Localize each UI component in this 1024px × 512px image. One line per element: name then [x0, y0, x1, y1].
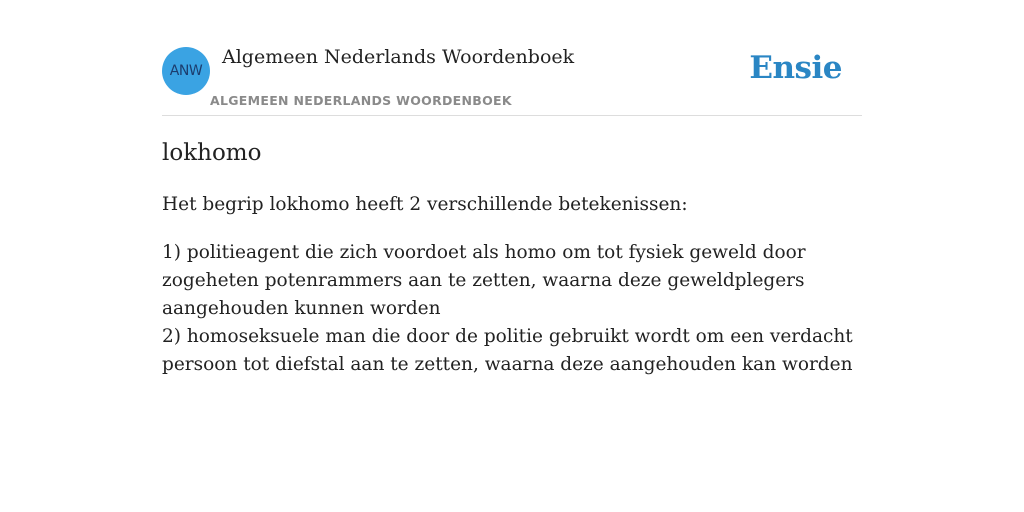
meaning-item: 2) homoseksuele man die door de politie gebruikt wordt om een verdacht persoon tot diefstal aan te zetten, waarna deze aangehouden kan worden: [162, 326, 853, 375]
source-title[interactable]: Algemeen Nederlands Woordenboek: [222, 46, 575, 68]
page-container: [162, 0, 862, 375]
logo-text: ANW: [169, 63, 203, 79]
meanings-list: [162, 239, 862, 379]
header: [162, 0, 862, 116]
anw-logo[interactable]: [162, 47, 210, 95]
entry-word: lokhomo: [162, 140, 262, 166]
ensie-logo[interactable]: Ensie: [749, 50, 842, 86]
meaning-item: 1) politieagent die zich voordoet als homo om tot fysiek geweld door zogeheten potenrammers aan te zetten, waarna deze geweldplegers aangehouden kunnen worden: [162, 242, 806, 319]
source-subtitle: ALGEMEEN NEDERLANDS WOORDENBOEK: [210, 93, 512, 108]
entry-intro: Het begrip lokhomo heeft 2 verschillende betekenissen:: [162, 194, 688, 215]
